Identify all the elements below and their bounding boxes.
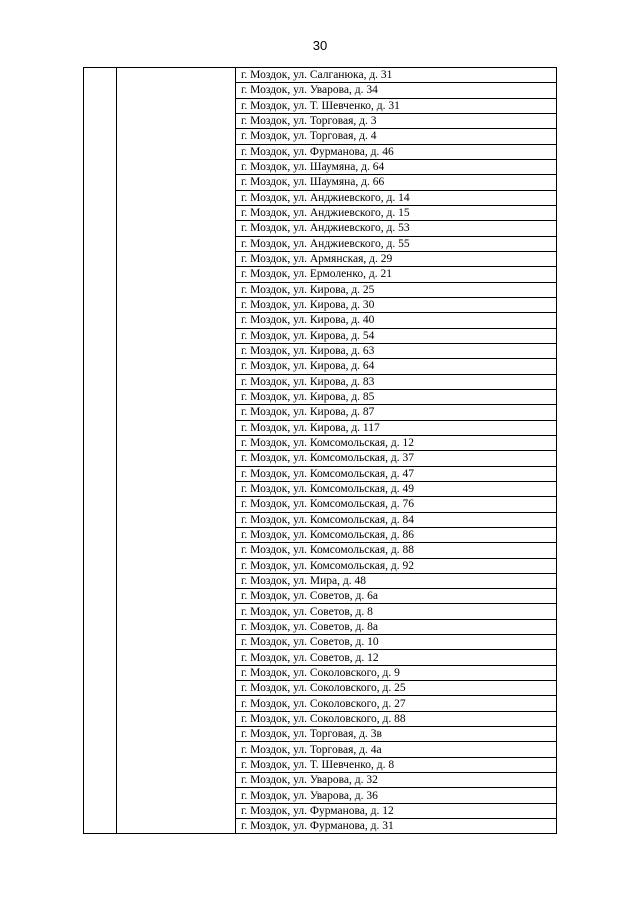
address-cell: г. Моздок, ул. Кирова, д. 30 (236, 297, 557, 312)
address-cell: г. Моздок, ул. Советов, д. 6а (236, 589, 557, 604)
address-cell: г. Моздок, ул. Армянская, д. 29 (236, 251, 557, 266)
address-cell: г. Моздок, ул. Торговая, д. 3в (236, 727, 557, 742)
address-cell: г. Моздок, ул. Уварова, д. 32 (236, 773, 557, 788)
address-cell: г. Моздок, ул. Анджиевского, д. 15 (236, 205, 557, 220)
address-cell: г. Моздок, ул. Кирова, д. 25 (236, 282, 557, 297)
address-cell: г. Моздок, ул. Советов, д. 8 (236, 604, 557, 619)
address-cell: г. Моздок, ул. Комсомольская, д. 76 (236, 497, 557, 512)
address-cell: г. Моздок, ул. Фурманова, д. 12 (236, 803, 557, 818)
address-cell: г. Моздок, ул. Комсомольская, д. 49 (236, 481, 557, 496)
page-number: 30 (312, 38, 328, 53)
address-cell: г. Моздок, ул. Шаумяна, д. 66 (236, 175, 557, 190)
address-cell: г. Моздок, ул. Комсомольская, д. 12 (236, 435, 557, 450)
address-cell: г. Моздок, ул. Комсомольская, д. 92 (236, 558, 557, 573)
address-cell: г. Моздок, ул. Соколовского, д. 27 (236, 696, 557, 711)
address-cell: г. Моздок, ул. Комсомольская, д. 37 (236, 451, 557, 466)
address-cell: г. Моздок, ул. Кирова, д. 85 (236, 389, 557, 404)
address-cell: г. Моздок, ул. Кирова, д. 54 (236, 328, 557, 343)
address-cell: г. Моздок, ул. Анджиевского, д. 55 (236, 236, 557, 251)
address-cell: г. Моздок, ул. Анджиевского, д. 53 (236, 221, 557, 236)
address-cell: г. Моздок, ул. Советов, д. 10 (236, 635, 557, 650)
address-cell: г. Моздок, ул. Соколовского, д. 9 (236, 665, 557, 680)
address-cell: г. Моздок, ул. Комсомольская, д. 84 (236, 512, 557, 527)
table-row (84, 68, 557, 83)
address-cell: г. Моздок, ул. Фурманова, д. 31 (236, 819, 557, 834)
address-cell: г. Моздок, ул. Торговая, д. 4а (236, 742, 557, 757)
address-cell: г. Моздок, ул. Комсомольская, д. 86 (236, 527, 557, 542)
address-cell: г. Моздок, ул. Кирова, д. 64 (236, 359, 557, 374)
address-cell: г. Моздок, ул. Уварова, д. 34 (236, 83, 557, 98)
name-column-cell (117, 68, 236, 834)
address-cell: г. Моздок, ул. Торговая, д. 4 (236, 129, 557, 144)
address-cell: г. Моздок, ул. Советов, д. 12 (236, 650, 557, 665)
address-table (83, 67, 557, 834)
address-cell: г. Моздок, ул. Мира, д. 48 (236, 573, 557, 588)
address-table-body (84, 68, 557, 834)
address-cell: г. Моздок, ул. Кирова, д. 87 (236, 405, 557, 420)
address-cell: г. Моздок, ул. Советов, д. 8а (236, 619, 557, 634)
address-cell: г. Моздок, ул. Т. Шевченко, д. 31 (236, 98, 557, 113)
address-cell: г. Моздок, ул. Салганюка, д. 31 (236, 68, 557, 83)
address-cell: г. Моздок, ул. Кирова, д. 117 (236, 420, 557, 435)
address-cell: г. Моздок, ул. Кирова, д. 83 (236, 374, 557, 389)
address-cell: г. Моздок, ул. Кирова, д. 63 (236, 343, 557, 358)
address-cell: г. Моздок, ул. Торговая, д. 3 (236, 113, 557, 128)
address-cell: г. Моздок, ул. Шаумяна, д. 64 (236, 159, 557, 174)
address-cell: г. Моздок, ул. Соколовского, д. 25 (236, 681, 557, 696)
address-cell: г. Моздок, ул. Фурманова, д. 46 (236, 144, 557, 159)
address-cell: г. Моздок, ул. Анджиевского, д. 14 (236, 190, 557, 205)
address-cell: г. Моздок, ул. Кирова, д. 40 (236, 313, 557, 328)
address-cell: г. Моздок, ул. Комсомольская, д. 47 (236, 466, 557, 481)
number-column-cell (84, 68, 117, 834)
address-cell: г. Моздок, ул. Соколовского, д. 88 (236, 711, 557, 726)
address-cell: г. Моздок, ул. Ермоленко, д. 21 (236, 267, 557, 282)
address-cell: г. Моздок, ул. Уварова, д. 36 (236, 788, 557, 803)
address-cell: г. Моздок, ул. Т. Шевченко, д. 8 (236, 757, 557, 772)
address-cell: г. Моздок, ул. Комсомольская, д. 88 (236, 543, 557, 558)
